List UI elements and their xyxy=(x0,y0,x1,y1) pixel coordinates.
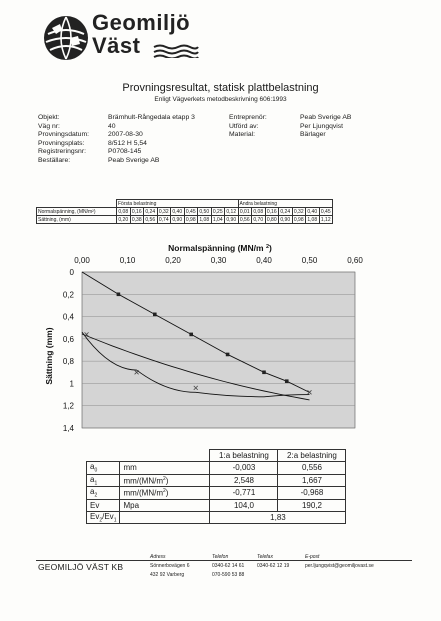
results-table xyxy=(86,449,346,524)
settlement-cell: 1,12 xyxy=(320,216,331,223)
load-settlement-chart xyxy=(0,236,441,436)
results-row xyxy=(87,474,346,487)
value-first-load: 2,548 xyxy=(210,474,278,487)
info-value-1: 40 xyxy=(108,122,116,130)
settlement-row-label: Sättning, (mm) xyxy=(37,216,117,224)
data-point-square xyxy=(189,333,193,337)
page-subtitle: Enligt Vägverkets metodbeskrivning 606:1993 xyxy=(154,96,287,103)
value-first-load: 104,0 xyxy=(210,499,278,511)
parameter-symbol: $a_2$ xyxy=(87,487,120,500)
info-label-1: Väg nr: xyxy=(38,122,60,130)
stress-cell: 0,45 xyxy=(185,208,196,215)
info-value-right-2: Bärlager xyxy=(300,131,326,139)
value-second-load: 1,667 xyxy=(278,474,346,487)
stress-cell: 0,01 xyxy=(239,208,250,215)
info-value-3: 8/512 H 5,54 xyxy=(108,139,147,147)
info-label-5: Beställare: xyxy=(38,156,71,164)
settlement-cell: 0,56 xyxy=(145,216,156,223)
stress-cell: 0,40 xyxy=(307,208,318,215)
parameter-symbol: $a_1$ xyxy=(87,474,120,487)
x-tick-label: 0,10 xyxy=(119,256,136,265)
info-value-right-0: Peab Sverige AB xyxy=(300,114,352,121)
info-value-right-1: Per Ljungqvist xyxy=(300,122,344,130)
info-left-values xyxy=(108,114,195,166)
settlement-row xyxy=(37,216,333,224)
results-col1-header: 1:a belastning xyxy=(210,450,278,462)
settlement-cell: 0,98 xyxy=(293,216,304,223)
y-tick-label: 0,4 xyxy=(62,312,74,322)
stress-cell: 0,25 xyxy=(212,208,223,215)
info-label-0: Objekt: xyxy=(38,114,60,121)
logo-name-line1: Geomiljö xyxy=(92,10,191,35)
parameter-unit: mm xyxy=(120,462,210,475)
info-label-right-2: Material: xyxy=(229,131,256,139)
parameter-symbol: Ev xyxy=(87,499,120,511)
globe-logo-icon xyxy=(42,14,90,62)
settlement-cell: 0,20 xyxy=(118,216,129,223)
x-tick-label: 0,50 xyxy=(301,256,318,265)
value-second-load: 190,2 xyxy=(278,499,346,511)
info-label-right-0: Entreprenör: xyxy=(229,114,267,121)
y-tick-labels xyxy=(63,268,75,433)
ratio-row xyxy=(87,511,346,524)
results-col2-header: 2:a belastning xyxy=(278,450,346,462)
y-tick-label: 0,2 xyxy=(62,290,74,300)
info-right-values xyxy=(300,114,351,140)
x-tick-label: 0,00 xyxy=(74,256,90,265)
settlement-cell: 0,56 xyxy=(239,216,250,223)
stress-cell: 0,24 xyxy=(280,208,291,215)
settlement-cell: 0,90 xyxy=(172,216,183,223)
y-tick-label: 0,8 xyxy=(62,357,74,367)
data-point-square xyxy=(117,292,121,296)
settlement-cell: 0,98 xyxy=(185,216,196,223)
value-first-load: -0,003 xyxy=(210,462,278,475)
parameter-unit: $mm/(MN/m^2)$ xyxy=(120,474,210,487)
ratio-value: 1,83 xyxy=(210,511,346,524)
page-title: Provningsresultat, statisk plattbelastning xyxy=(122,82,319,94)
footer-address: Adress Sönnerbovägen 6 432 92 Varberg xyxy=(150,554,190,578)
y-tick-label: 0 xyxy=(69,268,74,277)
data-point-square xyxy=(153,313,157,317)
measurement-table xyxy=(36,199,333,224)
info-label-3: Provningsplats: xyxy=(38,139,85,147)
parameter-symbol: $a_0$ xyxy=(87,462,120,475)
info-value-2: 2007-08-30 xyxy=(108,131,143,139)
info-right-labels xyxy=(229,114,267,140)
value-first-load: -0,771 xyxy=(210,487,278,500)
y-axis-label: Sättning (mm) xyxy=(44,327,54,385)
footer-email: E-post per.ljungqvist@geomiljovast.se xyxy=(305,554,374,569)
info-value-0: Brämhult-Rångedala etapp 3 xyxy=(108,114,195,121)
results-row xyxy=(87,462,346,475)
stress-cell: 0,16 xyxy=(131,208,142,215)
results-rows xyxy=(87,462,346,512)
parameter-unit: Mpa xyxy=(120,499,210,511)
stress-cell: 0,08 xyxy=(118,208,129,215)
first-load-header: Första belastning xyxy=(117,200,239,208)
info-value-5: Peab Sverige AB xyxy=(108,156,160,164)
waves-logo-icon xyxy=(152,42,200,58)
x-tick-label: 0,40 xyxy=(256,256,272,265)
settlement-cell: 0,38 xyxy=(131,216,142,223)
x-tick-label: 0,60 xyxy=(347,256,363,265)
footer-company: GEOMILJÖ VÄST KB xyxy=(38,562,124,572)
y-tick-label: 1,2 xyxy=(62,401,74,411)
stress-cell: 0,50 xyxy=(199,208,210,215)
x-tick-label: 0,20 xyxy=(165,256,181,265)
parameter-unit: $mm/(MN/m^2)$ xyxy=(120,487,210,500)
stress-row-label: Normalspänning, (MN/m²) xyxy=(37,208,117,216)
data-point-square xyxy=(285,379,289,383)
settlement-cell: 0,80 xyxy=(266,216,277,223)
info-label-4: Registreringsnr: xyxy=(38,148,86,156)
settlement-cell: 0,90 xyxy=(226,216,237,223)
settlement-cell: 1,08 xyxy=(199,216,210,223)
info-left-labels xyxy=(38,114,89,166)
info-value-4: P0708-145 xyxy=(108,148,142,156)
stress-cell: 0,24 xyxy=(145,208,156,215)
footer-phone: Telefon 0340-62 14 61 070-590 53 88 xyxy=(212,554,245,578)
x-tick-label: 0,30 xyxy=(210,256,227,265)
results-row xyxy=(87,499,346,511)
stress-cell: 0,32 xyxy=(158,208,169,215)
info-label-2: Provningsdatum: xyxy=(38,131,90,139)
y-tick-label: 1 xyxy=(69,379,74,389)
settlement-cell: 1,08 xyxy=(307,216,318,223)
value-second-load: -0,968 xyxy=(278,487,346,500)
stress-cell: 0,40 xyxy=(172,208,183,215)
stress-cell: 0,45 xyxy=(320,208,331,215)
logo-name-line2: Väst xyxy=(92,33,141,58)
settlement-cell: 0,74 xyxy=(158,216,169,223)
settlement-cell: 0,90 xyxy=(280,216,291,223)
value-second-load: 0,556 xyxy=(278,462,346,475)
info-label-right-1: Utförd av: xyxy=(229,122,259,130)
y-tick-label: 0,6 xyxy=(62,334,74,344)
data-point-square xyxy=(262,370,266,374)
stress-cell: 0,12 xyxy=(226,208,237,215)
ratio-label: $Ev_2/Ev_1$ xyxy=(87,511,120,524)
second-load-header: Andra belastning xyxy=(238,200,333,208)
data-point-square xyxy=(226,353,230,357)
results-row xyxy=(87,487,346,500)
x-tick-labels xyxy=(74,256,363,265)
y-tick-label: 1,4 xyxy=(62,424,74,433)
settlement-cell: 1,04 xyxy=(212,216,223,223)
chart-title: Normalspänning (MN/m $^2$) xyxy=(168,243,272,253)
stress-cell: 0,08 xyxy=(253,208,264,215)
stress-cell: 0,32 xyxy=(293,208,304,215)
footer-fax: Telefax 0340-62 12 19 xyxy=(257,554,290,569)
stress-row xyxy=(37,208,333,216)
stress-cell: 0,16 xyxy=(266,208,277,215)
settlement-cell: 0,70 xyxy=(253,216,264,223)
